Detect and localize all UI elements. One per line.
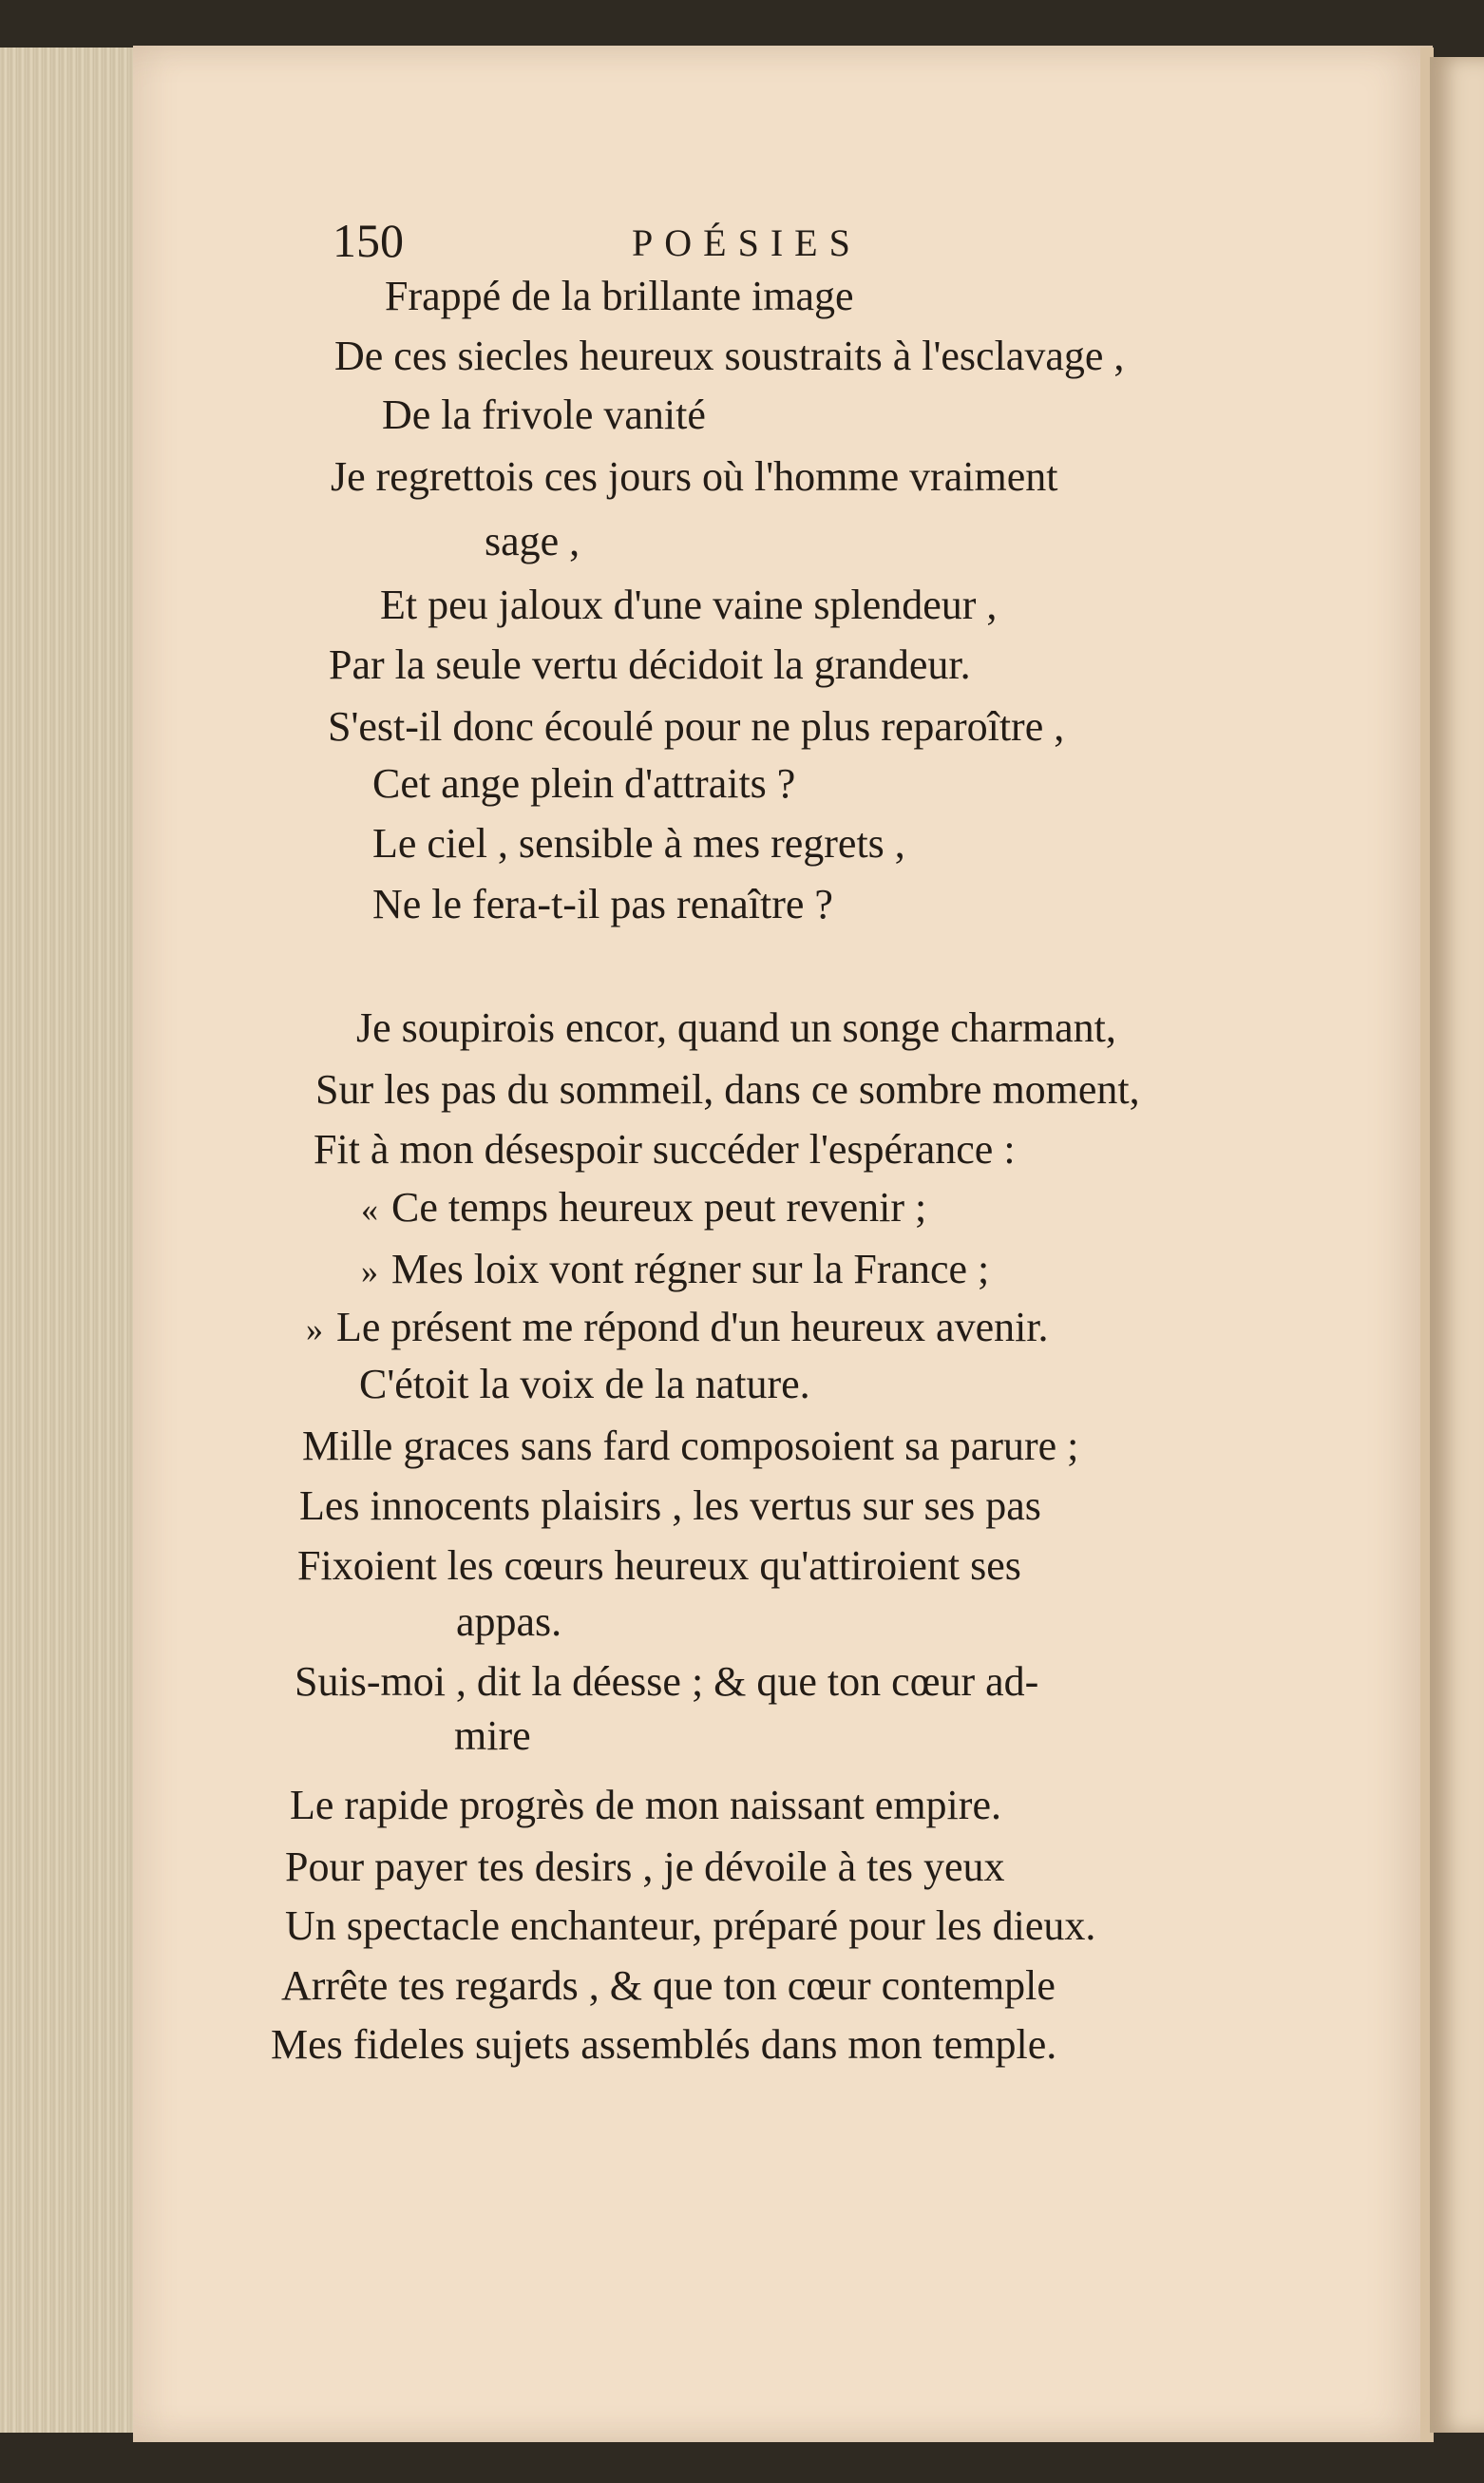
verse-line: Arrête tes regards , & que ton cœur contemple: [281, 1962, 1056, 2009]
verse-line: De la frivole vanité: [382, 392, 706, 438]
verse-line: Sur les pas du sommeil, dans ce sombre moment,: [315, 1066, 1140, 1113]
verse-line: sage ,: [485, 518, 580, 564]
verse-line: Frappé de la brillante image: [385, 273, 854, 319]
verse-line: Je soupirois encor, quand un songe charmant,: [356, 1004, 1116, 1051]
page-edges: [0, 48, 133, 2433]
verse-line: Le rapide progrès de mon naissant empire.: [290, 1782, 1001, 1828]
running-title: POÉSIES: [632, 221, 862, 264]
verse-text: Mes loix vont régner sur la France ;: [391, 1246, 990, 1292]
verse-line: Et peu jaloux d'une vaine splendeur ,: [380, 582, 998, 628]
book-page: [133, 46, 1433, 2442]
verse-line: appas.: [456, 1598, 562, 1645]
quoted-verse-line: [361, 1246, 989, 1295]
verse-line: S'est-il donc écoulé pour ne plus reparoître ,: [328, 703, 1065, 750]
verse-line: Mille graces sans fard composoient sa parure ;: [302, 1423, 1079, 1469]
quoted-verse-line: [361, 1184, 926, 1233]
verse-line: Le ciel , sensible à mes regrets ,: [372, 820, 905, 867]
verse-line: Les innocents plaisirs , les vertus sur ses pas: [299, 1482, 1041, 1529]
verse-line: Je regrettois ces jours où l'homme vraiment: [331, 453, 1058, 500]
verse-text: Ce temps heureux peut revenir ;: [391, 1184, 927, 1231]
quoted-verse-line: [306, 1304, 1049, 1353]
verse-line: De ces siecles heureux soustraits à l'esclavage ,: [334, 333, 1125, 379]
verse-line: Pour payer tes desirs , je dévoile à tes yeux: [285, 1843, 1005, 1890]
verse-line: Fixoient les cœurs heureux qu'attiroient ses: [297, 1542, 1021, 1589]
verse-line: Suis-moi , dit la déesse ; & que ton cœur ad-: [295, 1658, 1039, 1705]
verse-line: mire: [454, 1712, 531, 1759]
verse-line: C'étoit la voix de la nature.: [359, 1361, 810, 1407]
verse-line: Un spectacle enchanteur, préparé pour les dieux.: [285, 1902, 1096, 1949]
verse-line: Fit à mon désespoir succéder l'espérance :: [314, 1126, 1016, 1173]
verse-line: Ne le fera-t-il pas renaître ?: [372, 881, 833, 927]
facing-page-edge: [1430, 57, 1484, 2433]
verse-text: Le présent me répond d'un heureux avenir.: [336, 1304, 1049, 1350]
verse-line: Cet ange plein d'attraits ?: [372, 760, 796, 807]
continued-quote-mark: »: [306, 1310, 323, 1348]
page-number: 150: [333, 214, 404, 267]
verse-line: Par la seule vertu décidoit la grandeur.: [329, 641, 971, 688]
opening-quote-mark: «: [361, 1191, 378, 1229]
verse-line: Mes fideles sujets assemblés dans mon temple.: [271, 2021, 1057, 2068]
continued-quote-mark: »: [361, 1252, 378, 1290]
